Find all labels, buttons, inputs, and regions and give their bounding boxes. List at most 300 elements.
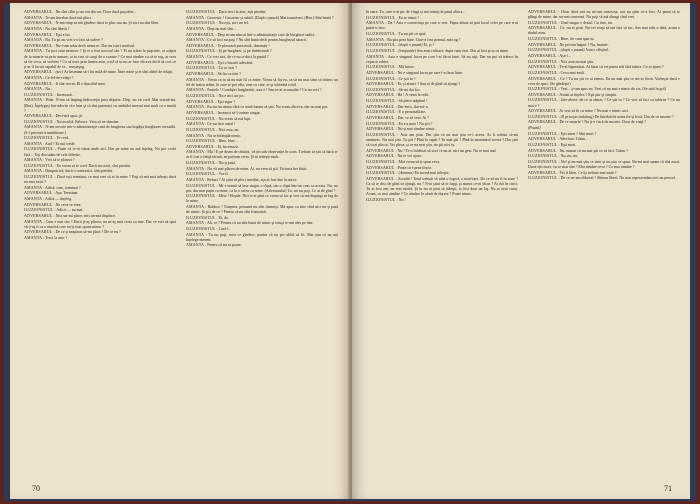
dialogue-text: Ai vrut să fii cu mine ? Nu mai e nimic aici. — [559, 108, 629, 114]
dialogue-line: AMANTA : Deşi nu mai sînt... — [186, 25, 236, 31]
speaker-name: ADVERSARUL — [528, 9, 557, 14]
dialogue-text: Am avut ridicare, după cum vezi. Dar ai fost şi tu cu mine. — [416, 47, 510, 53]
speaker-name: ADVERSARUL — [24, 20, 53, 26]
dialogue-line: AMANTA : Nu se întîmplă nimic. — [186, 132, 242, 138]
speaker-name: AMANTA — [186, 204, 205, 210]
dialogue-text: Pentru că nu se poate. — [207, 242, 242, 248]
book-spread — [4, 3, 696, 501]
dialogue-text: Nu ! Te-a înfrîntat să vezi ce nu ai, nici un gest. Nu te mai aud. — [397, 147, 497, 153]
dialogue-text: Tu joci zaiu nenoroc ? Şi ei a fost norocul tău ? Ei nu trăim la puşcărie, ai scăpat de la moarte cu prin urmare, ai tu vrut să cauţi de o scaune ? Ce mai rămîne cu că te rog, ai vrea să fie ceva, să vorbim ? Ca să treci prin lumea asta, cred că tu nu ar face altceva decît să ceri ce ţi-ar fi lucrat capabil de ce... meşteşug. — [24, 48, 176, 69]
dialogue-line: ILUZIONISTUL : Ea e a mea ! Nu ştii ? — [366, 120, 433, 126]
dialogue-line: AMANTA : Dimpotrivă, dacă o contrazici, sînt pierdut. — [24, 168, 113, 174]
dialogue-line: ADVERSARUL : De ce ţi neapărat să-mi placi ? De ce nu ? — [24, 229, 121, 235]
speaker-name: ADVERSARUL — [186, 59, 215, 65]
speaker-name: ILUZIONISTUL — [366, 98, 396, 104]
dialogue-text: Nu sînt liberă ? — [45, 25, 70, 31]
dialogue-line: AMANTA : Aud ? Ei mă crede. — [24, 140, 76, 146]
dialogue-text: Bine, fie cum spui tu. — [560, 36, 595, 42]
speaker-name: ADVERSARUL — [528, 91, 557, 97]
dialogue-line: ILUZIONISTUL : Vezi... ţi-am spus eu. Vezi că nu mai e nimic de zis. (Se uită în gol) — [528, 86, 666, 92]
speaker-name: ILUZIONISTUL — [366, 170, 396, 176]
dialogue-text: De ce moarte ? Nu ţi-e frică de moarte. Doar de viaţă ? — [559, 119, 647, 125]
dialogue-line: ILUZIONISTUL : Să plece stăpînul ! — [366, 98, 428, 104]
dialogue-text: Tu ce vrei ? — [218, 65, 238, 71]
speaker-name: AMANTA — [24, 97, 43, 103]
speaker-name: ADVERSARUL — [186, 31, 215, 37]
dialogue-line: AMANTA : Ce să faci nu poţi ? Nu sînt bună decît pentru burghezul săracit. — [186, 37, 308, 43]
dialogue-line: ILUZIONISTUL : Şi pe burghezi, şi pe intelectuali ? — [186, 48, 272, 54]
stage-direction: (Pauză) — [528, 125, 541, 131]
dialogue-line: ILUZIONISTUL : Poate că te-ai văzut unde zici. Dar pe mine nu mă înţeleg. Nu pot vorbi fără... Toţi discutăm de cele diferite. — [24, 146, 176, 157]
dialogue-line: ADVERSARUL : Dar, ce să vezi. Ai ? — [366, 114, 429, 120]
dialogue-line: ILUZIONISTUL : Adică — nu mai. — [24, 207, 84, 213]
dialogue-line: ADVERSARUL : Ascultă ! Totul trebuie să aibă o logică, o motivare. De ce să nu fi în stare ? Ca să te disc de gînd să ajungi, nu ? N-ai ştiut să te lupţi, şi atunci ce-ai făcut ? Ai dat în cinci. Tu ai fost om, nu erai marfă. Şi tu nu ai ştiut să iubeşti, ai fost doar un laş. Nu ai avut curaj. Acum, ce mai rămîne ? Ce rămîne în afară de durere ? Poate nimic. — [366, 175, 518, 196]
dialogue-line: ADVERSARUL : Nu ! Te-a înfrîntat să vezi ce nu ai, nici un gest. Nu te mai aud. — [366, 147, 497, 153]
speaker-name: ADVERSARUL — [186, 109, 215, 115]
page-number: 71 — [664, 484, 672, 493]
dialogue-line: ADVERSARUL : Vei fi liber. Ce îţi trebuie mai mult ? — [528, 169, 617, 175]
dialogue-line: ILUZIONISTUL : Nici asta, nu. — [186, 126, 240, 132]
dialogue-line: ILUZIONISTUL : Unul singur e destul. Cu tine, nu. — [528, 19, 613, 25]
dialogue-line: ILUZIONISTUL : Vor fi. — [186, 171, 229, 177]
dialogue-line: ADVERSARUL : Ne privim înapoi ? Nu, înainte. — [528, 41, 609, 47]
dialogue-text: Bobitoc ! Noaptea, peruanii nu sînt frumoşi. Mă apuc cu tine cînd nici nu-ţi pasă de nimic. Şi ştii de ce ? Pentru că nu sînt frumoasă. — [186, 204, 338, 215]
dialogue-text: Vor fi. — [218, 171, 229, 177]
speaker-name: ILUZIONISTUL — [186, 48, 216, 54]
dialogue-text: Cum e mai rău ? Dacă ţi-aş plăcea, nu m-aş mai certa cu tine. Dar ce vrei să spui că ţi-aş fi ca o muzică care nu-ţi mai spune nimic ? — [24, 218, 176, 229]
dialogue-line: ILUZIONISTUL : Incetează... — [24, 91, 75, 97]
dialogue-text: Aud ? Ei mă crede. — [45, 140, 76, 146]
dialogue-text: Nu-ţi mai rămîne nimic. — [397, 126, 436, 132]
left-page — [10, 3, 350, 499]
speaker-name: ADVERSARUL — [24, 69, 53, 75]
speaker-name: ADVERSARUL — [528, 41, 557, 47]
speaker-name: ILUZIONISTUL — [366, 196, 396, 202]
dialogue-text: Incetează... — [56, 91, 75, 97]
stage-direction: (sec) — [55, 69, 64, 75]
speaker-name: AMANTA — [186, 132, 205, 138]
speaker-name: ILUZIONISTUL — [366, 47, 396, 53]
speaker-name: ADVERSARUL — [366, 164, 395, 170]
dialogue-text: Ei, da. — [218, 214, 229, 220]
dialogue-line: ILUZIONISTUL : Nu! şi nu mai ştiu ce simt şi nu ştiu ce spun. Nu-mi mai spune că sînt mort. Dacă eşti mort, eu ce mai sînt ? Mai rămîne ceva ? Ce mai rămîne ? — [528, 158, 680, 169]
speaker-name: ILUZIONISTUL — [186, 115, 216, 121]
dialogue-text: Nu e nici un joc. — [218, 93, 245, 99]
dialogue-text: Adevărat. Trăim... — [559, 136, 589, 142]
dialogue-text: Adică — nu mai. — [56, 207, 84, 213]
speaker-name: ILUZIONISTUL — [186, 193, 216, 199]
speaker-name: ILUZIONISTUL — [186, 20, 216, 26]
dialogue-line: AMANTA : Vreau ca tu să nu mai fii ca mine. Vreau să fiu eu, ca să nu mai simt că trăiesc un fel de teatru ieftin, în care se pot afla, cine cu cine, si-şi schimbă rolul. — [186, 76, 338, 87]
dialogue-text: Dar-mi-o, dar-mi-o. — [397, 103, 429, 109]
speaker-name: ADVERSARUL — [24, 9, 53, 14]
speaker-name: ILUZIONISTUL — [24, 174, 54, 180]
speaker-name: ADVERSARUL — [366, 114, 395, 120]
dialogue-line: ILUZIONISTUL : Nu eşti, nici un fel. — [186, 20, 249, 26]
dialogue-text: Aşa-i... — [559, 52, 571, 58]
dialogue-line: AMANTA : Ah, ce ? Pentru că nu sînt bună de nimic şi totuşi te-am ales pe tine. — [186, 220, 314, 226]
dialogue-text: Nu... — [45, 86, 54, 92]
dialogue-text: Eşti a lui. — [55, 31, 71, 37]
dialogue-line: ADVERSARUL : (sec) Ar însemna să-i fiu milă de mine. Între mine şi ei sînt altfel de relaţii. — [24, 69, 174, 75]
speaker-name: ILUZIONISTUL — [528, 19, 558, 25]
speaker-name: AMANTA — [186, 14, 205, 20]
dialogue-text: Incearcă să-l trateze singur. — [217, 109, 261, 115]
dialogue-text: Mise ! Hoţule. Nici n-ai ştiut ce vreau să fac şi vrei să mă împingi să fug de la mine. — [186, 193, 338, 204]
stage-direction: (răspunde) — [398, 47, 416, 53]
dialogue-text: Aşa. Terminat. — [55, 190, 79, 196]
dialogue-line: AMANTA : Bine. N-am să împing îndiscreţia prea departe. Deşi, nu vă cred. Mai toarnă-mi. (Bea). Înţelegeţi într-adevăr că e bun şi că sînt puternici cu amîndoi mersul mai mult ca o marfă ? — [24, 97, 176, 113]
dialogue-text: Bine. N-am să împing îndiscreţia prea departe. Deşi, nu vă cred. Mai toarnă-mi. (Bea). Înţelegeţi într-adevăr că e bun şi că sînt puternici cu amîndoi mersul mai mult ca o marfă ? — [24, 97, 176, 113]
dialogue-text: Chiar dacă noi nu ne-am cunoscut, noi nu ştim ce-a fost. Ai putut să te plîngi de mine, dar nu mai contează. Nu poţi să mă alungi cînd vrei. — [528, 9, 680, 20]
dialogue-line: ILUZIONISTUL : (după o pauză) Ei, şi ? — [366, 42, 435, 48]
speaker-name: AMANTA — [24, 157, 43, 163]
speaker-name: ILUZIONISTUL — [186, 9, 216, 14]
dialogue-text: Ea nu mă mai iubeşte. — [414, 170, 450, 176]
dialogue-line: ADVERSARUL : Nu-i-am adus decît nenoroc. Dar nu ista-i motivul. — [24, 42, 136, 48]
dialogue-text: Nu te voi ajuta. — [397, 153, 422, 159]
dialogue-text: Dimpotrivă, dacă o contrazici, sînt pierdut. — [45, 168, 113, 174]
speaker-name: ILUZIONISTUL — [528, 69, 558, 75]
dialogue-text: Nu eşti, nici un fel. — [218, 20, 249, 26]
dialogue-line: AMANTA : Bobitoc ! Noaptea, peruanii nu sînt frumoşi. Mă apuc cu tine cînd nici nu-ţi pasă de nimic. Şi ştii de ce ? Pentru că nu sînt frumoasă. — [186, 204, 338, 215]
dialogue-line: AMANTA : Mă ! E pe drum de cîntărit, vă țin sub observație în scris. Trebuie să știi că dacă n-ar fi fost o fetiţă tăcută, ne puteam certa. Şi tu trăieşti mult. — [186, 149, 338, 160]
speaker-name: AMANTA — [186, 87, 205, 93]
dialogue-text: Lasă-l. — [218, 226, 230, 232]
speaker-name: ILUZIONISTUL — [186, 171, 216, 177]
dialogue-text: Ce, nu ai ştiut. Nu vei reuşi să mă faci să tac. Am mai trăit o dată, acum e rîndul meu. — [528, 25, 680, 36]
dialogue-text: Unul singur e destul. Cu tine, nu. — [560, 19, 613, 25]
dialogue-line: ILUZIONISTUL : Ceva mai mult. — [528, 69, 585, 75]
dialogue-text: Asta e sfîrşitul. — [585, 47, 610, 53]
dialogue-text: Adică — înţeleg. — [45, 196, 73, 202]
speaker-name: AMANTA — [186, 165, 205, 171]
speaker-name: ILUZIONISTUL — [186, 226, 216, 232]
speaker-name: ADVERSARUL — [366, 153, 395, 159]
speaker-name: ILUZIONISTUL — [186, 126, 216, 132]
dialogue-text: Ce ştii tu ? — [398, 75, 416, 81]
speaker-name: ILUZIONISTUL — [528, 36, 558, 42]
speaker-name: ILUZIONISTUL — [186, 65, 216, 71]
dialogue-text: Nici asta nu mai ştiu. — [560, 58, 594, 64]
dialogue-line: AMANTA : Tu joci zaiu nenoroc ? Şi ei a fost norocul tău ? Ei nu trăim la puşcărie, ai scăpat de la moarte cu prin urmare, ai tu vrut să cauţi de o scaune ? Ce mai rămîne cu că te rog, ai vrea să fie ceva, să vorbim ? Ca să treci prin lumea asta, cred că tu nu ar face altceva decît să ceri ce ţi-ar fi lucrat capabil de ce... meşteşug. — [24, 48, 176, 69]
dialogue-text: Te-am întrebat dacă mă placi. — [45, 14, 92, 20]
speaker-name: AMANTA — [186, 177, 205, 183]
speaker-name: ILUZIONISTUL — [24, 162, 54, 168]
speaker-name: ADVERSARUL — [24, 31, 53, 37]
speaker-name: AMANTA — [24, 140, 43, 146]
dialogue-line: ADVERSARUL : Ce, nu ai ştiut. Nu vei reuşi să mă faci să tac. Am mai trăit o dată, acum e rîndul meu. — [528, 25, 680, 36]
speaker-name: AMANTA — [186, 25, 205, 31]
speaker-name: ADVERSARUL — [186, 42, 215, 48]
dialogue-text: Ce nu face omul ! — [207, 121, 236, 127]
dialogue-text: Ce să faci nu poţi ? Nu sînt bună decît pentru burghezul săracit. — [207, 37, 308, 43]
dialogue-line: ILUZIONISTUL : Eu te trimit ? — [366, 14, 420, 20]
dialogue-line: ILUZIONISTUL : Nu vreau să mă lupt. — [186, 115, 252, 121]
speaker-name: ADVERSARUL — [528, 52, 557, 58]
dialogue-text: Refuzi ? Ai ştiut să pleci imediat, aşa ai fost dus la noroc. — [207, 177, 298, 183]
dialogue-line: ADVERSARUL : Te plasează prea mult, domnule ! — [186, 42, 270, 48]
dialogue-line: AMANTA : Te-am întrebat dacă mă placi. — [24, 14, 92, 20]
speaker-name: AMANTA — [186, 149, 205, 155]
speaker-name: AMANTA — [186, 37, 205, 43]
speaker-name: ILUZIONISTUL — [24, 146, 54, 152]
dialogue-line: ADVERSARUL : Să fiu ca tine ? — [186, 71, 241, 77]
stage-direction: (după o pauză) — [560, 47, 585, 53]
speaker-name: ADVERSARUL — [528, 119, 557, 125]
dialogue-text: Nu vă mai plăcea de mine. Ai, nu vrea să ştii. Victoria bei tînăr. — [207, 165, 307, 171]
dialogue-text: Ne ceva se vrea. — [55, 201, 82, 207]
speaker-name: ILUZIONISTUL — [186, 93, 216, 99]
speaker-name: AMANTA — [186, 76, 205, 82]
dialogue-line: AMANTA : Groaznic ! Groaznic şi subtil. (După o pauză) Mai toarnă-mi. (Bea.) Sînt beată ? — [186, 14, 334, 20]
dialogue-text: Groaznic ! Groaznic şi subtil. (După o pauză) Mai toarnă-mi. (Bea.) Sînt beată ? — [207, 14, 334, 20]
speaker-name: AMANTA — [186, 54, 205, 60]
dialogue-line: ADVERSARUL : Dar-mi-o, dar-mi-o. — [366, 103, 429, 109]
dialogue-line: ILUZIONISTUL : (după o pauză) Asta e sfîrşitul. — [528, 47, 610, 53]
dialogue-line: ILUZIONISTUL : Tu nu ştii ce spui. — [366, 30, 427, 36]
speaker-name: ILUZIONISTUL — [186, 160, 216, 166]
dialogue-line: ADVERSARUL : Adevărat. Trăim... — [528, 136, 589, 142]
page-number: 70 — [32, 484, 40, 493]
dialogue-text: Ah, ce ? Pentru că nu sînt bună de nimic şi totuşi te-am ales pe tine. — [207, 220, 314, 226]
speaker-name: ILUZIONISTUL — [366, 14, 396, 20]
dialogue-line: ILUZIONISTUL : Eu vreau să te cred. Dacă nu crezi, sînt pierdut. — [24, 162, 131, 168]
dialogue-line: AMANTA : Nu vă mai plăcea de mine. Ai, nu vrea să ştii. Victoria bei tînăr. — [186, 165, 307, 171]
dialogue-line: ADVERSARUL : Ii sînt recrut. El e dascălul meu. — [24, 80, 106, 86]
dialogue-text: Deci-mă spui, ţii. — [55, 113, 83, 119]
dialogue-text: Ei, şi ? — [423, 42, 435, 48]
dialogue-text: Nu se întîmplă nimic. — [207, 132, 242, 138]
speaker-name: ILUZIONISTUL — [366, 75, 396, 81]
dialogue-text: Ii sînt recrut. El e dascălul meu. — [55, 80, 106, 86]
dialogue-line: ILUZIONISTUL : Bine, fie cum spui tu. — [528, 36, 595, 42]
text-column — [366, 9, 518, 202]
speaker-name: ADVERSARUL — [186, 143, 215, 149]
dialogue-line: ADVERSARUL : Poate că e prea tîrziu. — [366, 164, 432, 170]
speaker-name: AMANTA — [24, 48, 43, 54]
speaker-name: ILUZIONISTUL — [366, 158, 396, 164]
dialogue-line: ADVERSARUL : Deci-mă spui, ţii. — [24, 113, 83, 119]
dialogue-text: Eu vreau să te cred. Dacă nu crezi, sînt pierdut. — [56, 162, 131, 168]
dialogue-text: Ea e a mea ! Nu ştii ? — [398, 120, 433, 126]
dialogue-text: Nu, nu, nu. — [560, 153, 579, 159]
speaker-name: ADVERSARUL — [24, 190, 53, 196]
dialogue-text: Dacă eşti terminat, ce mai vrei să ai în mine ? Poţi să mă mai iubeşti dacă nu mai exist ? — [24, 174, 176, 185]
speaker-name: ADVERSARUL — [366, 92, 395, 98]
dialogue-text: Vezi... ţi-am spus eu. Vezi că nu mai e nimic de zis. (Se uită în gol) — [560, 86, 666, 92]
dialogue-text: E o personalitate. — [398, 109, 427, 115]
dialogue-text: Vreau ca tu să nu mai fii ca mine. Vreau să fiu eu, ca să nu mai simt că trăiesc un fel de teatru ieftin, în care se pot afla, cine cu cine, si-şi schimbă rolul. — [186, 76, 338, 87]
speaker-name: ILUZIONISTUL — [528, 153, 558, 159]
dialogue-text: Poate că e prea tîrziu. — [397, 164, 432, 170]
dialogue-text: Nici asta, nu. — [218, 126, 240, 132]
dialogue-line: ADVERSARUL : N-am timp să mă gîndesc dacă te plac sau nu. Şi nici nu sînt liber. — [24, 20, 160, 26]
speaker-name: ADVERSARUL — [24, 80, 53, 86]
dialogue-text: Ha ! A venit la ochi. — [397, 92, 430, 98]
dialogue-text: Eşti o bucată adevărat. — [217, 59, 254, 65]
stage-direction: (îl priveşte îndelung) — [560, 113, 594, 119]
speaker-name: AMANTA — [24, 218, 43, 224]
speaker-name: ILUZIONISTUL — [186, 182, 216, 188]
speaker-name: ILUZIONISTUL — [366, 42, 396, 48]
dialogue-text: Şi pe burghezi, şi pe intelectuali ? — [218, 48, 272, 54]
speaker-name: ILUZIONISTUL — [528, 86, 558, 92]
dialogue-text: Ce vrei aici, de ce nu te duci la partid ? — [207, 54, 269, 60]
dialogue-text: Eşti mort ? Sînt mort ? — [560, 130, 597, 136]
speaker-name: ADVERSARUL — [24, 113, 53, 119]
dialogue-line: ADVERSARUL : Ei, încetează. — [186, 143, 239, 149]
dialogue-text: Asta am ştiut. Dar ştiu că nu mai ştiu ce-i aceea. Ar fi trebuit să-mi amintesc. Nu mai ştiu. Tu ştii ? Pînă la capăt ? Tu mai ştii ? Pînă în momentul acesta ? Dar ştiu că tu ai plecat. Vei pleca, şi ce nu mai ştiu, nu ştii nici tu. — [366, 131, 518, 147]
dialogue-line: AMANTA : Vrei să te plasezi ? — [24, 157, 75, 163]
dialogue-line: AMANTA : Ce nu face omul ! — [186, 121, 236, 127]
speaker-name: ILUZIONISTUL — [528, 58, 558, 64]
dialogue-line: AMANTA : Ba. Tu şti nu vrei s-o faci să sufere ? — [24, 37, 103, 43]
dialogue-text: Eşti mort. — [560, 142, 577, 147]
speaker-name: ADVERSARUL — [366, 81, 395, 87]
speaker-name: AMANTA — [24, 25, 43, 31]
dialogue-line: AMANTA : Eu nu fac nimic fără ca toată lumea să ştie. Nu vreau altceva, dar nu mai pot. — [186, 104, 329, 110]
speaker-name: ILUZIONISTUL — [24, 118, 54, 124]
dialogue-text: De întrebările astea fie-ţi frică. Dar de ce moarte ? — [594, 113, 674, 119]
speaker-name: ADVERSARUL — [186, 71, 215, 77]
speaker-name: AMANTA — [24, 86, 43, 92]
dialogue-text: Nu! şi nu mai ştiu ce simt şi nu ştiu ce spun. Nu-mi mai spune că sînt mort. Dacă eşti mort, eu ce mai sînt ? Mai rămîne ceva ? Ce mai rămîne ? — [528, 158, 680, 169]
dialogue-text: Tu nu ştii ce spui. — [398, 30, 427, 36]
dialogue-line: ADVERSARUL : Astăzi ai înţeles ? Eşti pur şi simplu. — [528, 91, 617, 97]
dialogue-text: Mi-e teamă să lase singur o clipă, sau o clipă într-un ceas ca acesta. Nu, nu pot, dar mai puţin cu mine, ca la o cafea cu mine. (Advesarului) Tu, tot nu poţi. Ce ai de gînd ? — [186, 182, 338, 193]
dialogue-text: Ba ştiu prea bine. Cine-a fost primul, mă rog ? — [387, 36, 461, 42]
speaker-name: ILUZIONISTUL — [366, 120, 396, 126]
speaker-name: ILUZIONISTUL — [186, 214, 216, 220]
dialogue-line: AMANTA : Da ! Asta e consecinţa pe care o vrei. Fapta altuia să ţină locul celei pe care n-ai putut-o face. — [366, 20, 518, 31]
dialogue-line: AMANTA : Ce-fel-de-relaţii ? — [24, 74, 74, 80]
dialogue-line — [528, 125, 680, 130]
dialogue-line: ILUZIONISTUL : Te cred. — [24, 135, 70, 141]
speaker-name: ILUZIONISTUL — [528, 175, 558, 181]
dialogue-line: ILUZIONISTUL : (Amanta) Ea nu mă mai iubeşte. — [366, 170, 450, 176]
dialogue-line: AMANTA : Nu... — [24, 86, 54, 92]
dialogue-text: Iute-alerte, de ce ai rămas ? Ce ştii tu ? Ce vrei să faci cu iubirea ? Ce nu mai e ? — [528, 97, 680, 108]
dialogue-text: Asta e singurul lucru pe care l-ai făcut bine. Să nu uiţi. Dar nu pot să trăiesc în veşnică orbire. — [366, 53, 518, 64]
speaker-name: ADVERSARUL — [366, 175, 395, 181]
speaker-name: AMANTA — [186, 242, 205, 248]
dialogue-text: Deşi nu mai sînt... — [207, 25, 236, 31]
speaker-name: ADVERSARUL — [366, 147, 395, 153]
speaker-name: AMANTA — [24, 37, 43, 43]
dialogue-text: Eşti sigur ? — [217, 98, 236, 104]
dialogue-text: Nici un-mi place, nici un-mă displace. — [55, 212, 116, 218]
dialogue-line: ILUZIONISTUL : Asta am ştiut. Dar ştiu că nu mai ştiu ce-i aceea. Ar fi trebuit să-mi amintesc. Nu mai ştiu. Tu ştii ? Pînă la capăt ? Tu mai ştii ? Pînă în momentul acesta ? Dar ştiu că tu ai plecat. Vei pleca, şi ce nu mai ştiu, nu ştii nici tu. — [366, 131, 518, 147]
dialogue-text: Pantele ! Condiţiei burgheziei, asta e ! Sau te-ai acomodat ? Ce nu vrei ? — [207, 87, 322, 93]
speaker-name: AMANTA — [186, 104, 205, 110]
dialogue-line: ADVERSARUL : Aşa-i... — [528, 52, 571, 58]
dialogue-line: AMANTA : Ce vrei aici, de ce nu te duci la partid ? — [186, 54, 269, 60]
dialogue-line: ILUZIONISTUL : Mi-e teamă să lase singur o clipă, sau o clipă într-un ceas ca acesta. Nu, nu pot, dar mai puţin cu mine, ca la o cafea cu mine. (Advesarului) Tu, tot nu poţi. Ce ai de gînd ? — [186, 182, 338, 193]
dialogue-line: ILUZIONISTUL : Iute-alerte, de ce ai rămas ? Ce ştii tu ? Ce vrei să faci cu iubirea ? Ce nu mai e ? — [528, 97, 680, 108]
speaker-name: ADVERSARUL — [366, 126, 395, 132]
dialogue-text: Te-ai hipnotizat. Ai lăsat că vei putea trăi fără iubire. Ce ai ajuns ? — [559, 64, 664, 70]
dialogue-text: Ei, încetează. — [217, 143, 239, 149]
dialogue-line: ADVERSARUL : Nu, numai că nu mai ştii ce să faci. Trăim ? — [528, 147, 629, 153]
text-column — [528, 9, 680, 181]
dialogue-text: Ei, şi atunci ? Sau ai de gînd să ajungi ? — [397, 81, 461, 87]
speaker-name: ILUZIONISTUL — [366, 64, 396, 70]
dialogue-text: Nu-ţi pasă. — [218, 160, 236, 166]
dialogue-line — [366, 9, 518, 14]
dialogue-text: în stare. Tu, care n-ai pic de vlagă şi mă trimiţi în patul altora... — [366, 9, 466, 14]
dialogue-text: Mai vreau să-ţi spun ceva. — [398, 158, 441, 164]
dialogue-line: ILUZIONISTUL : Bine, bine... — [186, 138, 238, 144]
dialogue-text: Mă ! E pe drum de cîntărit, vă țin sub observație în scris. Trebuie să știi că dacă n-ar fi fost o fetiţă tăcută, ne puteam certa. Şi tu trăieşti mult. — [186, 149, 338, 160]
dialogue-line: ILUZIONISTUL : (îl priveşte îndelung) De întrebările astea fie-ţi frică. Dar de ce moarte ? — [528, 113, 674, 119]
dialogue-text: De ce ne-am eliberat ? Sîntem liberi. Nu mai reprezentăm nici un pericol. — [560, 175, 677, 181]
dialogue-line: ADVERSARUL : Nici un-mi place, nici un-mă displace. — [24, 212, 116, 218]
dialogue-line: ADVERSARUL : De ce moarte ? Nu ţi-e frică de moarte. Doar de viaţă ? — [528, 119, 647, 125]
speaker-name: AMANTA — [186, 231, 205, 237]
dialogue-line: ILUZIONISTUL : Nu, nu, nu. — [528, 153, 579, 159]
dialogue-line: ADVERSARUL : Chiar dacă noi nu ne-am cunoscut, noi nu ştim ce-a fost. Ai putut să te plîngi de mine, dar nu mai contează. Nu poţi să mă alungi cînd vrei. — [528, 9, 680, 20]
dialogue-text: Eu nu fac nimic fără ca toată lumea să ştie. Nu vreau altceva, dar nu mai pot. — [207, 104, 329, 110]
dialogue-line: ADVERSARUL : Eşti a lui. — [24, 31, 71, 37]
dialogue-line: ILUZIONISTUL : Nici asta nu mai ştiu. — [528, 58, 594, 64]
dialogue-text: Da ! Asta e consecinţa pe care o vrei. Fapta altuia să ţină locul celei pe care n-ai putut-o face. — [366, 20, 518, 31]
dialogue-line: ADVERSARUL : Nu e singurul lucru pe care l-a făcut bine. — [366, 69, 464, 75]
dialogue-text: Să plece stăpînul ! — [398, 98, 428, 104]
speaker-name: ILUZIONISTUL — [186, 138, 216, 144]
dialogue-text: Deşi m-am născut într-o administraţie care de burghezi sadici. — [217, 31, 316, 37]
dialogue-text: Ce ? Tu nu ştii ce ai rămas. Eu nu mai ştiu ce mi-ai făcut. Vorbeşte dacă e ceva de spus. (Se gîndeşte) — [528, 75, 680, 86]
dialogue-line: AMANTA : Tu nu poţi, ceea ce gîndesc, pentru că nu ştii altfel să fii. Mai ştiu că nu mă înţelege nimeni. — [186, 231, 338, 242]
dialogue-text: Ceva mai mult. — [560, 69, 585, 75]
dialogue-line: AMANTA : Asta e singurul lucru pe care l-ai făcut bine. Să nu uiţi. Dar nu pot să trăiesc în veşnică orbire. — [366, 53, 518, 64]
dialogue-text: Te cred. — [56, 135, 70, 141]
dialogue-line: ILUZIONISTUL : De ce ne-am eliberat ? Sîntem liberi. Nu mai reprezentăm nici un pericol. — [528, 175, 677, 181]
dialogue-text: Ne privim înapoi ? Nu, înainte. — [559, 41, 609, 47]
dialogue-line: ILUZIONISTUL : (răspunde) Am avut ridicare, după cum vezi. Dar ai fost şi tu cu mine. — [366, 47, 510, 53]
dialogue-text: Să fiu ca tine ? — [217, 71, 241, 77]
speaker-name: ADVERSARUL — [186, 98, 215, 104]
dialogue-line: AMANTA : Nu sînt liberă ? — [24, 25, 70, 31]
dialogue-text: Tu nu poţi, ceea ce gîndesc, pentru că nu ştii altfel să fii. Mai ştiu că nu mă înţelege nimeni. — [186, 231, 338, 242]
dialogue-line: ILUZIONISTUL : Tu ce vrei ? — [186, 65, 238, 71]
dialogue-line: AMANTA : Refuzi ? Ai ştiut să pleci imediat, aşa ai fost dus la noroc. — [186, 177, 298, 183]
dialogue-line: ADVERSARUL : Nu te voi ajuta. — [366, 153, 422, 159]
speaker-name: AMANTA — [366, 20, 385, 26]
speaker-name: AMANTA — [24, 196, 43, 202]
dialogue-text: Mă întorc. — [398, 64, 416, 70]
dialogue-text: Ascultă ! Totul trebuie să aibă o logică, o motivare. De ce să nu fi în stare ? Ca să te disc de gînd să ajungi, nu ? N-ai ştiut să te lupţi, şi atunci ce-ai făcut ? Ai dat în cinci. Tu ai fost om, nu erai marfă. Şi tu nu ai ştiut să iubeşti, ai fost doar un laş. Nu ai avut curaj. Acum, ce mai rămîne ? Ce rămîne în afară de durere ? Poate nimic. — [366, 175, 518, 196]
speaker-name: ADVERSARUL — [24, 201, 53, 207]
dialogue-text: Nu, numai că nu mai ştii ce să faci. Trăim ? — [559, 147, 629, 153]
dialogue-line: AMANTA : Adică — înţeleg. — [24, 196, 73, 202]
dialogue-line: ADVERSARUL : Aşa. Terminat. — [24, 190, 79, 196]
dialogue-line: ILUZIONISTUL : Mă întorc. — [366, 64, 416, 70]
dialogue-line: ILUZIONISTUL : Mai vreau să-ţi spun ceva. — [366, 158, 441, 164]
dialogue-text: N-am nevoie intr-o administraţie casă de burgheza sau bogăţia burghezei versatilă. (S-l privește triumfătoare.) — [24, 124, 176, 135]
dialogue-text: N-am timp să mă gîndesc dacă te plac sau nu. Şi nici nu sînt liber. — [55, 20, 160, 26]
speaker-name: ILUZIONISTUL — [366, 86, 396, 92]
dialogue-line: ILUZIONISTUL : Nu ascultă. Paluvre. Vrea să ne domine. — [24, 118, 120, 124]
dialogue-text: Vrei să te plasezi ? — [45, 157, 75, 163]
speaker-name: ADVERSARUL — [528, 147, 557, 153]
speaker-name: ADVERSARUL — [528, 136, 557, 142]
speaker-name: AMANTA — [24, 184, 43, 190]
dialogue-text: Nu ascultă. Paluvre. Vrea să ne domine. — [56, 118, 120, 124]
speaker-name: ILUZIONISTUL — [24, 135, 54, 141]
speaker-name: ILUZIONISTUL — [528, 97, 558, 103]
dialogue-line: ILUZIONISTUL : Eşti mort ? Sînt mort ? — [528, 130, 597, 136]
